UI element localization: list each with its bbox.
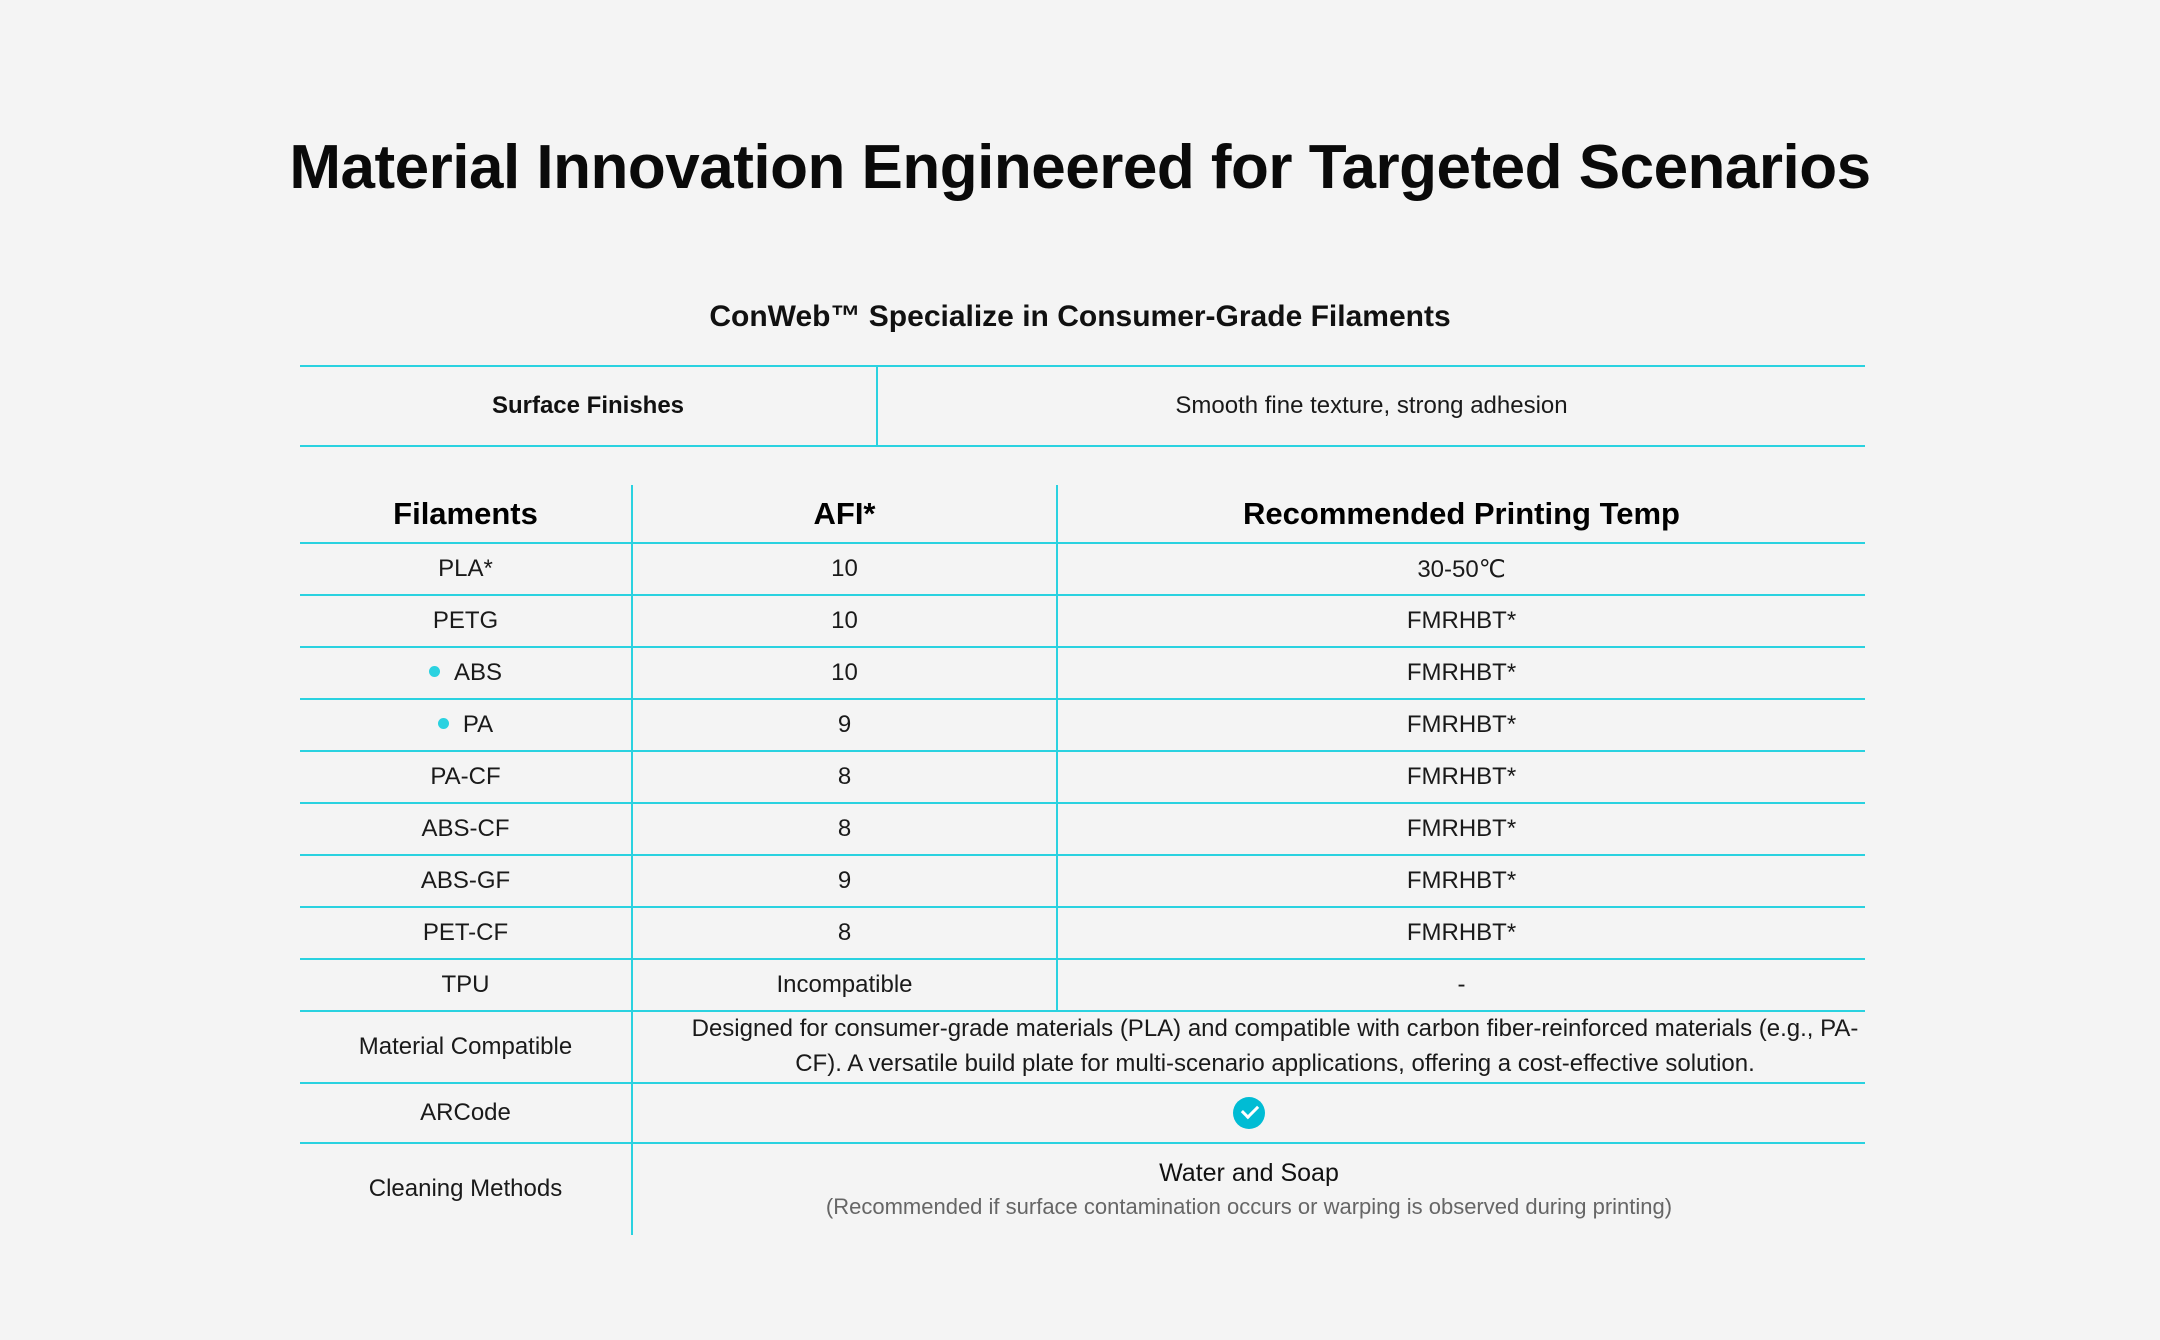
filament-name: PLA* — [438, 555, 493, 582]
table-row — [300, 543, 1865, 595]
table-head — [300, 485, 1865, 543]
cleaning-methods-main: Water and Soap — [1159, 1158, 1339, 1187]
page-subtitle: ConWeb™ Specialize in Consumer-Grade Filaments — [709, 300, 1451, 333]
cell-afi: 8 — [632, 803, 1057, 855]
filament-name: ABS-GF — [420, 867, 511, 894]
arcode-value — [632, 1083, 1865, 1143]
cell-temp: FMRHBT* — [1057, 595, 1865, 647]
cell-afi: 9 — [632, 855, 1057, 907]
table-row — [300, 907, 1865, 959]
cell-temp: FMRHBT* — [1057, 907, 1865, 959]
column-header-temp: Recommended Printing Temp — [1057, 485, 1865, 543]
filament-name: PA-CF — [430, 763, 501, 790]
cell-temp: FMRHBT* — [1057, 855, 1865, 907]
cell-temp: 30-50℃ — [1057, 543, 1865, 595]
table-row — [300, 647, 1865, 699]
material-compatible-row — [300, 1011, 1865, 1083]
cell-filament — [300, 595, 632, 647]
cell-filament — [300, 959, 632, 1011]
cell-filament — [300, 803, 632, 855]
table-row — [300, 959, 1865, 1011]
filament-name: PA — [462, 711, 494, 738]
arcode-row — [300, 1083, 1865, 1143]
table-row — [300, 595, 1865, 647]
cell-temp: FMRHBT* — [1057, 699, 1865, 751]
filament-name: PET-CF — [422, 919, 509, 946]
cell-filament — [300, 751, 632, 803]
arcode-label: ARCode — [300, 1083, 632, 1143]
cell-temp: - — [1057, 959, 1865, 1011]
surface-finishes-label: Surface Finishes — [300, 367, 878, 445]
cell-filament — [300, 647, 632, 699]
bullet-dot-icon — [438, 718, 449, 729]
table-row — [300, 855, 1865, 907]
filament-name: ABS — [453, 659, 503, 686]
table-row — [300, 751, 1865, 803]
cell-afi: 8 — [632, 907, 1057, 959]
cell-afi: 10 — [632, 595, 1057, 647]
filament-name: TPU — [441, 971, 490, 998]
cell-afi: 10 — [632, 543, 1057, 595]
filament-name: PETG — [432, 607, 499, 634]
page-title: Material Innovation Engineered for Targeted Scenarios — [289, 133, 1871, 202]
table-row — [300, 699, 1865, 751]
cell-afi: 8 — [632, 751, 1057, 803]
cell-afi: Incompatible — [632, 959, 1057, 1011]
cell-filament — [300, 543, 632, 595]
cleaning-methods-label: Cleaning Methods — [368, 1175, 563, 1203]
cell-temp: FMRHBT* — [1057, 647, 1865, 699]
cleaning-methods-note: (Recommended if surface contamination occurs or warping is observed during printing) — [825, 1193, 1673, 1219]
column-header-filaments: Filaments — [300, 485, 632, 543]
bullet-dot-icon — [429, 666, 440, 677]
cell-filament — [300, 855, 632, 907]
surface-finishes-value: Smooth fine texture, strong adhesion — [1175, 392, 1568, 419]
cleaning-methods-row — [300, 1143, 1865, 1235]
filaments-table — [300, 485, 1865, 1235]
cell-temp: FMRHBT* — [1057, 803, 1865, 855]
surface-finishes-block — [300, 365, 1865, 447]
table-row — [300, 803, 1865, 855]
material-compatible-label: Material Compatible — [300, 1011, 632, 1083]
spec-table-container — [300, 365, 1865, 1235]
table-header-row — [300, 485, 1865, 543]
cell-temp: FMRHBT* — [1057, 751, 1865, 803]
filament-name: ABS-CF — [421, 815, 510, 842]
cell-filament — [300, 907, 632, 959]
table-body — [300, 543, 1865, 1235]
check-circle-icon — [1233, 1097, 1265, 1129]
cell-afi: 10 — [632, 647, 1057, 699]
cell-filament — [300, 699, 632, 751]
cleaning-methods-value — [632, 1143, 1865, 1235]
cell-afi: 9 — [632, 699, 1057, 751]
column-header-afi: AFI* — [632, 485, 1057, 543]
material-compatible-text: Designed for consumer-grade materials (PLA) and compatible with carbon fiber-reinforced materials (e.g., PA-CF). A versatile build plate for multi-scenario applications, offering a cost-effective solution. — [632, 1011, 1865, 1083]
